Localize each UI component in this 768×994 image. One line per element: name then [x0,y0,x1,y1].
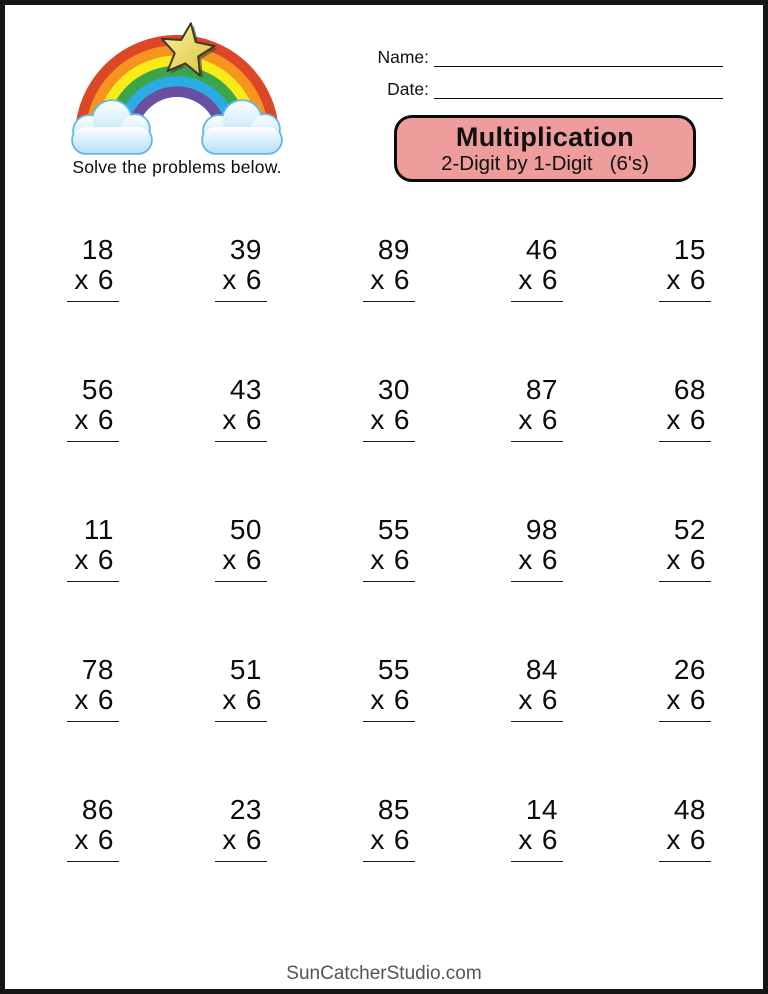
multiplier-row [74,265,114,295]
multiplicand: 55 [377,654,410,685]
multiplicand: 55 [377,514,410,545]
multiplicand: 18 [81,234,114,265]
multiplier: 6 [689,824,706,855]
multiplier-row [666,685,706,715]
times-operator: x [222,264,237,295]
problem [215,231,267,371]
multiplier: 6 [245,264,262,295]
times-operator: x [518,684,533,715]
multiplier: 6 [97,264,114,295]
problem [363,511,415,651]
problems-grid [19,231,759,931]
multiplier: 6 [541,404,558,435]
answer-line [363,441,415,442]
times-operator: x [666,544,681,575]
answer-line [511,301,563,302]
multiplier: 6 [541,684,558,715]
problem [215,651,267,791]
problem [659,511,711,651]
answer-line [215,301,267,302]
multiplicand: 87 [525,374,558,405]
multiplicand: 50 [229,514,262,545]
problem [363,231,415,371]
multiplier: 6 [393,684,410,715]
multiplicand: 15 [673,234,706,265]
multiplicand: 51 [229,654,262,685]
answer-line [363,301,415,302]
multiplier: 6 [541,824,558,855]
answer-line [511,721,563,722]
name-label: Name: [377,47,429,67]
multiplicand: 23 [229,794,262,825]
problem [511,651,563,791]
instruction-text: Solve the problems below. [72,157,282,177]
multiplier-row [666,825,706,855]
multiplier: 6 [689,544,706,575]
multiplier-row [370,265,410,295]
times-operator: x [74,684,89,715]
answer-line [659,441,711,442]
multiplier-row [518,405,558,435]
multiplier-row [74,825,114,855]
multiplier-row [74,685,114,715]
multiplier: 6 [97,684,114,715]
answer-line [659,301,711,302]
times-operator: x [222,544,237,575]
multiplier-row [518,685,558,715]
times-operator: x [74,264,89,295]
multiplier: 6 [245,824,262,855]
times-operator: x [666,264,681,295]
times-operator: x [370,404,385,435]
answer-line [363,581,415,582]
times-operator: x [222,684,237,715]
times-operator: x [74,544,89,575]
multiplier: 6 [689,404,706,435]
problem [67,231,119,371]
problem [659,371,711,511]
footer-credit: SunCatcherStudio.com [286,963,482,984]
topic-badge [394,115,696,182]
badge-title: Multiplication [455,122,635,152]
problem [363,791,415,931]
date-line [434,78,723,99]
multiplier-row [222,405,262,435]
multiplier: 6 [689,684,706,715]
problem [215,791,267,931]
answer-line [511,581,563,582]
multiplicand: 14 [525,794,558,825]
multiplier-row [370,405,410,435]
multiplicand: 48 [673,794,706,825]
name-field-row [367,45,723,67]
problem [511,371,563,511]
multiplicand: 86 [81,794,114,825]
multiplier-row [74,545,114,575]
multiplier: 6 [245,544,262,575]
multiplicand: 26 [673,654,706,685]
multiplier-row [222,545,262,575]
times-operator: x [370,544,385,575]
answer-line [215,721,267,722]
answer-line [67,301,119,302]
multiplier: 6 [97,824,114,855]
problem [659,231,711,371]
problem [67,371,119,511]
multiplier: 6 [393,404,410,435]
answer-line [659,581,711,582]
answer-line [215,861,267,862]
times-operator: x [518,824,533,855]
answer-line [511,441,563,442]
problem [659,791,711,931]
problem [215,371,267,511]
multiplier-row [518,545,558,575]
multiplier: 6 [97,404,114,435]
times-operator: x [518,404,533,435]
answer-line [67,581,119,582]
multiplier-row [222,265,262,295]
multiplier-row [222,685,262,715]
answer-line [363,861,415,862]
times-operator: x [370,264,385,295]
multiplicand: 98 [525,514,558,545]
times-operator: x [518,264,533,295]
times-operator: x [666,404,681,435]
answer-line [659,721,711,722]
times-operator: x [666,684,681,715]
badge-subtitle: 2-Digit by 1-Digit (6's) [441,152,649,175]
multiplier-row [370,545,410,575]
multiplicand: 84 [525,654,558,685]
problem [215,511,267,651]
multiplicand: 52 [673,514,706,545]
answer-line [215,441,267,442]
multiplier-row [666,405,706,435]
multiplier-row [370,685,410,715]
times-operator: x [370,684,385,715]
multiplier-row [518,265,558,295]
problem [363,651,415,791]
answer-line [67,721,119,722]
multiplier-row [666,545,706,575]
multiplier-row [666,265,706,295]
multiplier-row [518,825,558,855]
multiplier: 6 [393,544,410,575]
multiplier: 6 [97,544,114,575]
multiplier: 6 [393,264,410,295]
problem [511,791,563,931]
problem [67,791,119,931]
multiplicand: 89 [377,234,410,265]
multiplier-row [74,405,114,435]
multiplicand: 85 [377,794,410,825]
answer-line [363,721,415,722]
times-operator: x [222,824,237,855]
multiplicand: 30 [377,374,410,405]
multiplier: 6 [245,404,262,435]
multiplier: 6 [689,264,706,295]
multiplicand: 78 [81,654,114,685]
problem [67,651,119,791]
multiplicand: 39 [229,234,262,265]
multiplier: 6 [541,544,558,575]
multiplier: 6 [541,264,558,295]
times-operator: x [370,824,385,855]
multiplier-row [370,825,410,855]
answer-line [659,861,711,862]
multiplicand: 46 [525,234,558,265]
multiplicand: 11 [83,514,114,545]
multiplicand: 68 [673,374,706,405]
multiplicand: 43 [229,374,262,405]
times-operator: x [222,404,237,435]
problem [67,511,119,651]
rainbow-illustration [67,19,287,161]
answer-line [511,861,563,862]
name-line [434,46,723,67]
answer-line [67,861,119,862]
answer-line [215,581,267,582]
answer-line [67,441,119,442]
problem [511,511,563,651]
times-operator: x [74,824,89,855]
times-operator: x [518,544,533,575]
multiplier: 6 [393,824,410,855]
multiplier-row [222,825,262,855]
problem [363,371,415,511]
multiplicand: 56 [81,374,114,405]
multiplier: 6 [245,684,262,715]
rainbow-svg [67,19,287,161]
problem [659,651,711,791]
date-label: Date: [387,79,429,99]
date-field-row [367,77,723,99]
problem [511,231,563,371]
times-operator: x [666,824,681,855]
times-operator: x [74,404,89,435]
